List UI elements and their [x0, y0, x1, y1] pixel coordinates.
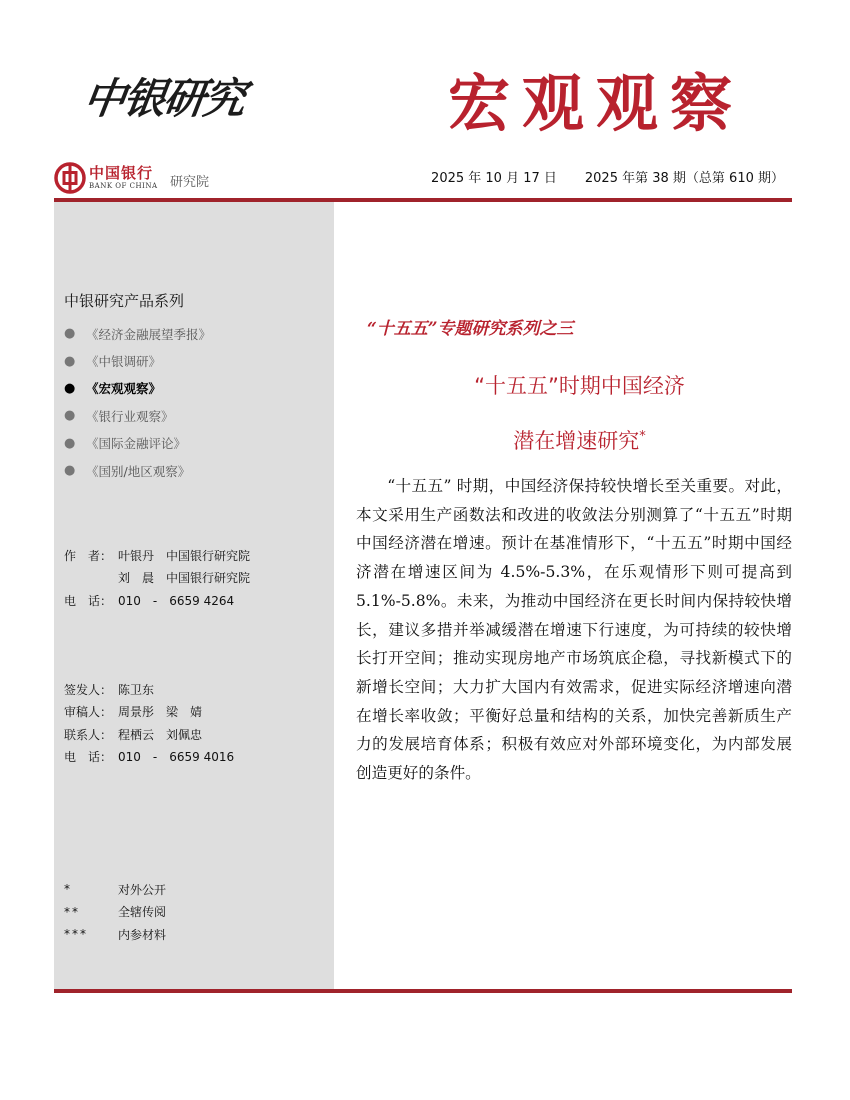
staff-row: 签发人： 陈卫东 — [64, 682, 155, 697]
bullet-icon: ● — [64, 463, 76, 479]
series-item: ● 《经济金融展望季报》 — [64, 326, 212, 342]
footnote-mark: * — [639, 429, 646, 444]
bullet-icon: ● — [64, 353, 76, 369]
series-label: “十五五”专题研究系列之三 — [367, 319, 574, 339]
access-level-row: * 对外公开 — [64, 882, 167, 897]
series-item-active: ● 《宏观观察》 — [64, 380, 162, 397]
headline-line-2: 潜在增速研究* — [513, 429, 646, 453]
series-list — [64, 320, 211, 484]
author-row: 刘 晨 中国银行研究院 — [118, 571, 251, 586]
author-phone-row: 电 话： 010 - 6659 4264 — [64, 593, 235, 608]
staff-info — [64, 678, 234, 768]
bullet-icon: ● — [64, 435, 76, 451]
publication-masthead: 宏观观察 — [448, 67, 745, 140]
staff-row: 审稿人： 周景彤 梁 婧 — [64, 705, 203, 720]
access-levels — [64, 878, 166, 946]
series-item: ● 《中银调研》 — [64, 353, 162, 370]
issue-date: 2025 年 10 月 17 日 — [431, 171, 557, 186]
staff-row: 联系人： 程栖云 刘佩忠 — [64, 727, 203, 742]
dateline — [431, 167, 784, 186]
series-item: ● 《银行业观察》 — [64, 408, 174, 424]
abstract-paragraph: “十五五” 时期，中国经济保持较快增长至关重要。对此，本文采用生产函数法和改进的收敛法分别测算了“十五五”时期中国经济潜在增速。预计在基准情形下，“十五五”时期中国经济潜在增速区间为 4.5%-5.3%，在乐观情形下则可提高到 5.1%-5.8%。未来，为推动中国经济在更长时间内保持较快增长，建议多措并举减缓潜在增速下行速度，为可持续的较快增长打开空间；推动实现房地产市场筑底企稳，寻找新模式下的新增长空间；大力扩大国内有效需求，促进实际经济增速向潜在增长率收敛；平衡好总量和结构的关系，加快完善新质生产力的发展培育体系；积极有效应对外部环境变化，为内部发展创造更好的条件。 — [356, 477, 792, 783]
staff-phone-row: 电 话： 010 - 6659 4016 — [64, 750, 235, 765]
bank-of-china-logo-icon — [54, 162, 86, 194]
bullet-icon: ● — [64, 380, 76, 396]
series-item: ● 《国际金融评论》 — [64, 435, 187, 452]
headline-line-1: “十五五”时期中国经济 — [474, 374, 685, 398]
issue-number: 2025 年第 38 期（总第 610 期） — [584, 171, 784, 186]
series-item: ● 《国别/地区观察》 — [64, 463, 191, 479]
bullet-icon: ● — [64, 326, 76, 342]
access-level-row: *** 内参材料 — [64, 927, 167, 942]
author-info — [64, 544, 250, 612]
author-row: 作 者： 叶银丹 中国银行研究院 — [64, 548, 251, 563]
bank-name-en: BANK OF CHINA — [89, 182, 158, 190]
footer-rule — [54, 989, 792, 993]
institute-label: 研究院 — [170, 175, 210, 190]
brand-script-logo: 中银研究 — [80, 74, 248, 123]
bullet-icon: ● — [64, 408, 76, 424]
series-title: 中银研究产品系列 — [64, 292, 185, 310]
bank-name-cn: 中国银行 — [89, 164, 154, 182]
access-level-row: ** 全辖传阅 — [64, 904, 167, 920]
